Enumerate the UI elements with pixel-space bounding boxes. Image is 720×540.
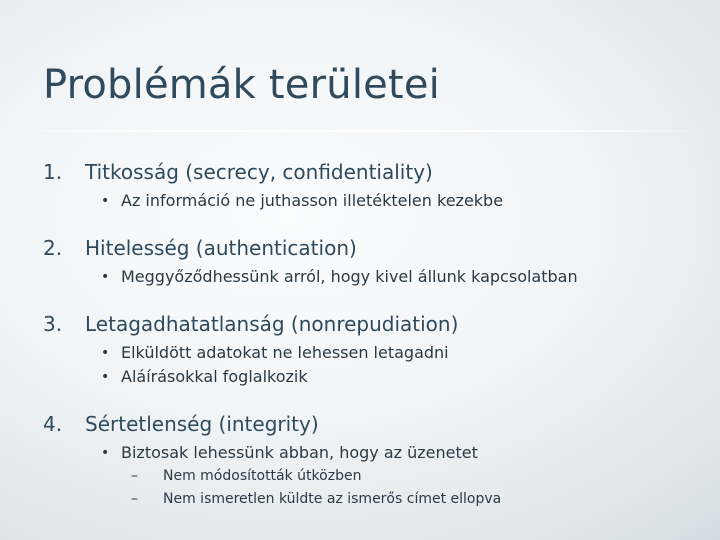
sub-sub-list xyxy=(43,465,703,511)
bullet-icon: • xyxy=(101,193,110,209)
sub-sub-item xyxy=(43,488,703,511)
sub-bullet-text: Az információ ne juthasson illetéktelen kezekbe xyxy=(121,191,504,210)
slide-title: Problémák területei xyxy=(43,62,440,108)
dash-icon: – xyxy=(131,491,138,507)
sub-sub-item-text: Nem ismeretlen küldte az ismerős címet ellopva xyxy=(163,491,502,507)
item-heading xyxy=(43,231,703,265)
item-number: 3. xyxy=(43,312,63,336)
item-heading-text: Titkosság (secrecy, confidentiality) xyxy=(85,160,433,184)
list-item-3 xyxy=(43,307,703,389)
item-heading xyxy=(43,155,703,189)
sub-list xyxy=(43,189,703,213)
bullet-icon: • xyxy=(101,269,110,285)
list-item-2 xyxy=(43,231,703,289)
sub-list xyxy=(43,441,703,465)
item-number: 4. xyxy=(43,412,63,436)
dash-icon: – xyxy=(131,468,138,484)
sub-bullet-text: Aláírásokkal foglalkozik xyxy=(121,367,308,386)
item-number: 1. xyxy=(43,160,63,184)
bullet-icon: • xyxy=(101,345,110,361)
sub-bullet xyxy=(43,265,703,289)
sub-sub-item-text: Nem módosították útközben xyxy=(163,468,362,484)
slide-content xyxy=(43,155,703,511)
title-divider xyxy=(0,130,720,132)
item-heading-text: Hitelesség (authentication) xyxy=(85,236,357,260)
bullet-icon: • xyxy=(101,369,110,385)
sub-list xyxy=(43,341,703,389)
sub-bullet xyxy=(43,341,703,365)
sub-sub-item xyxy=(43,465,703,488)
sub-bullet xyxy=(43,189,703,213)
item-number: 2. xyxy=(43,236,63,260)
item-heading-text: Letagadhatatlanság (nonrepudiation) xyxy=(85,312,459,336)
bullet-icon: • xyxy=(101,445,110,461)
item-heading-text: Sértetlenség (integrity) xyxy=(85,412,319,436)
sub-bullet-text: Meggyőződhessünk arról, hogy kivel állunk kapcsolatban xyxy=(121,267,578,286)
list-item-1 xyxy=(43,155,703,213)
sub-bullet xyxy=(43,365,703,389)
sub-bullet-text: Elküldött adatokat ne lehessen letagadni xyxy=(121,343,449,362)
sub-list xyxy=(43,265,703,289)
item-heading xyxy=(43,307,703,341)
item-heading xyxy=(43,407,703,441)
sub-bullet-text: Biztosak lehessünk abban, hogy az üzenetet xyxy=(121,443,478,462)
list-item-4 xyxy=(43,407,703,511)
sub-bullet xyxy=(43,441,703,465)
